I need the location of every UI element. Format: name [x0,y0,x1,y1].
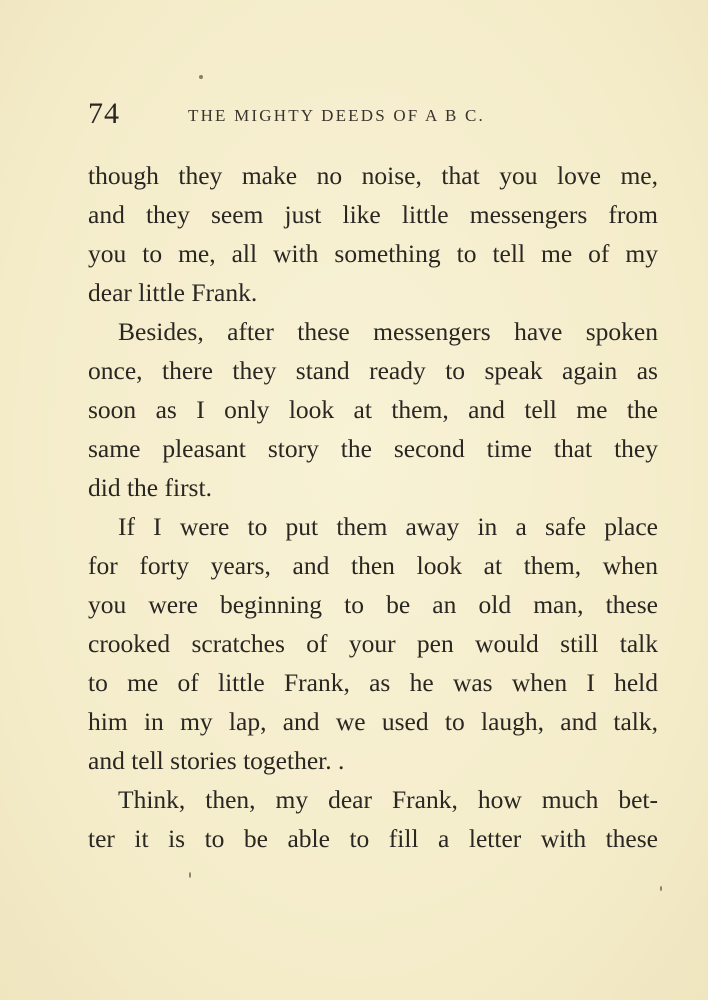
running-title: THE MIGHTY DEEDS OF A B C. [188,106,485,125]
text-line: though they make no noise, that you love me, [88,161,658,190]
text-line: for forty years, and then look at them, when [88,551,658,580]
body-text [88,156,658,858]
text-line: dear little Frank. [88,278,258,307]
text-line: did the first. [88,473,212,502]
page-number: 74 [88,97,120,130]
text-line: you to me, all with something to tell me of my [88,239,658,268]
text-line: crooked scratches of your pen would still talk [88,629,658,658]
text-line: If I were to put them away in a safe place [118,512,658,541]
text-line: to me of little Frank, as he was when I held [88,668,658,697]
text-line: Besides, after these messengers have spoken [118,317,658,346]
ink-speck [189,872,191,878]
text-line: and they seem just like little messengers from [88,200,658,229]
text-line: Think, then, my dear Frank, how much bet- [118,785,658,814]
text-line: once, there they stand ready to speak again as [88,356,658,385]
ink-speck [199,75,203,79]
text-line: soon as I only look at them, and tell me the [88,395,658,424]
ink-speck [660,886,662,891]
text-line: him in my lap, and we used to laugh, and talk, [88,707,658,736]
running-head [88,96,658,136]
text-line: and tell stories together. . [88,746,345,775]
text-line: you were beginning to be an old man, these [88,590,658,619]
text-line: same pleasant story the second time that they [88,434,658,463]
text-line: ter it is to be able to fill a letter with these [88,824,658,853]
